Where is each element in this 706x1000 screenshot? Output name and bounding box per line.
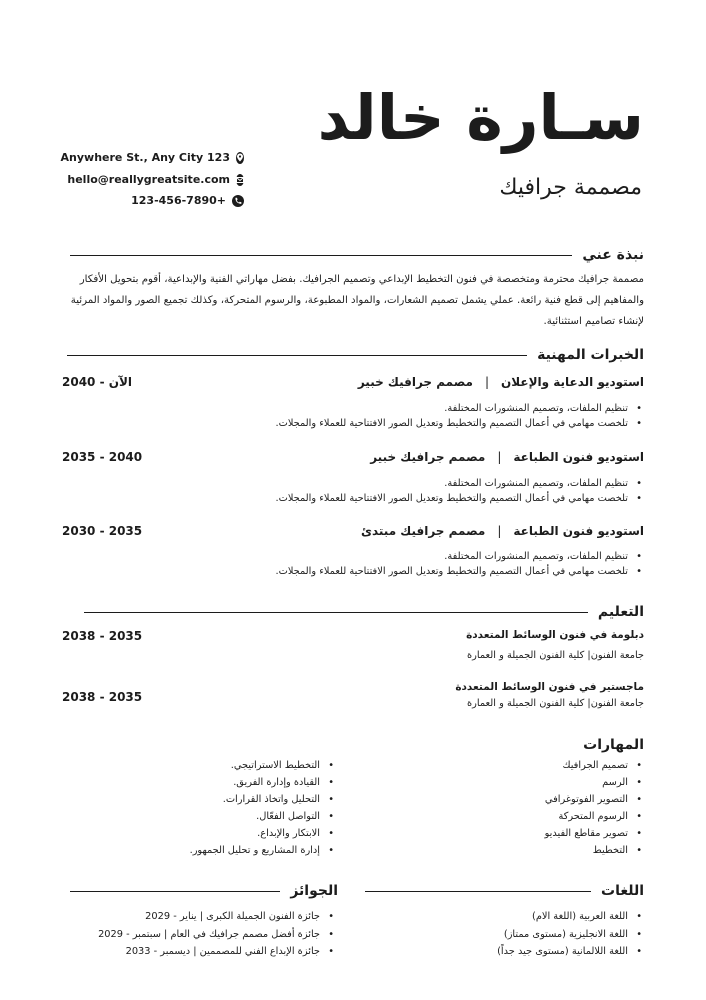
- job-position: مصمم جرافيك خبير: [357, 375, 473, 389]
- list-item: • اللغة الانجليزية (مستوى ممتاز): [384, 926, 644, 944]
- contact-email: [67, 173, 244, 186]
- email-text: hello@reallygreatsite.com: [67, 173, 230, 186]
- divider: [70, 891, 280, 892]
- job-position: مصمم جرافيك خبير: [370, 450, 486, 464]
- address-text: Anywhere St., Any City 123: [60, 151, 230, 164]
- list-item: • تلخصت مهامي في أعمال التصميم والتخطيط وتعديل الصور الافتتاحية للعملاء والمجلات.: [224, 416, 644, 431]
- languages-title: اللغات: [601, 883, 644, 899]
- contact-address: [60, 151, 244, 164]
- about-section-heading: [70, 245, 644, 265]
- name-heading: سـارة خالد: [317, 81, 644, 154]
- divider: [67, 355, 527, 356]
- job-company: استوديو الدعاية والإعلان: [501, 375, 644, 389]
- education-2-degree: ماجستير في فنون الوسائط المتعددة: [455, 681, 644, 693]
- job-3-date: 2030 - 2035: [62, 524, 143, 538]
- about-title: نبذة عني: [582, 247, 644, 263]
- skills-section-heading: [583, 735, 644, 755]
- education-section-heading: [84, 602, 644, 622]
- job-3-heading: استوديو فنون الطباعة|مصمم جرافيك مبتدئ: [360, 524, 644, 538]
- education-2-date: 2038 - 2035: [62, 690, 143, 704]
- awards-section-heading: [70, 881, 338, 901]
- job-3-bullets: [224, 549, 644, 579]
- list-item: • تنظيم الملفات، وتصميم المنشورات المختلفة.: [224, 549, 644, 564]
- list-item: • جائزة الإبداع الفني للمصممين | ديسمبر - 2033: [56, 943, 336, 961]
- list-item: • التخطيط: [404, 842, 644, 859]
- languages-section-heading: [365, 881, 644, 901]
- about-paragraph: مصممة جرافيك محترمة ومتخصصة في فنون التخطيط الإبداعي وتصميم الجرافيك. بفضل مهاراتي الفنية والإبداعية، أقوم بتحويل الأفكار والمفاهيم إلى قطع فنية رائعة. عملي يشمل تصميم الشعارات، والمواد المطبوعة، والرسوم المتحركة، وكذلك تجميع الصور والمواد المرئية لإنشاء تصاميم استثنائية.: [70, 274, 644, 327]
- list-item: • اللغة العربية (اللغة الام): [384, 908, 644, 926]
- list-item: • جائزة أفضل مصمم جرافيك في العام | سبتمبر - 2029: [56, 926, 336, 944]
- job-position: مصمم جرافيك مبتدئ: [360, 524, 486, 538]
- education-1-date: 2038 - 2035: [62, 629, 143, 643]
- skills-list-primary: [404, 757, 644, 859]
- list-item: • القيادة وإدارة الفريق.: [96, 774, 336, 791]
- list-item: • التواصل الفعّال.: [96, 808, 336, 825]
- list-item: • الرسوم المتحركة: [404, 808, 644, 825]
- experience-section-heading: [67, 345, 644, 365]
- list-item: • تصوير مقاطع الفيديو: [404, 825, 644, 842]
- list-item: • تنظيم الملفات، وتصميم المنشورات المختلفة.: [224, 401, 644, 416]
- education-2-school: جامعة الفنون| كلية الفنون الجميلة و العمارة: [467, 698, 644, 709]
- job-1-date: 2040 - الآن: [62, 375, 133, 389]
- job-1-heading: استوديو الدعاية والإعلان|مصمم جرافيك خبير: [357, 375, 644, 389]
- list-item: • تنظيم الملفات، وتصميم المنشورات المختلفة.: [224, 476, 644, 491]
- job-2-date: 2035 - 2040: [62, 450, 143, 464]
- divider: [70, 255, 572, 256]
- education-1-degree: دبلومة في فنون الوسائط المتعددة: [466, 629, 644, 641]
- divider: [84, 612, 588, 613]
- skills-list-secondary: [96, 757, 336, 859]
- list-item: • تصميم الجرافيك: [404, 757, 644, 774]
- list-item: • تلخصت مهامي في أعمال التصميم والتخطيط وتعديل الصور الافتتاحية للعملاء والمجلات.: [224, 564, 644, 579]
- phone-icon: [232, 195, 244, 207]
- awards-title: الجوائز: [290, 883, 338, 899]
- languages-list: [384, 908, 644, 961]
- list-item: • التحليل واتخاذ القرارات.: [96, 791, 336, 808]
- contact-phone: [74, 194, 244, 207]
- list-item: • الابتكار والإبداع.: [96, 825, 336, 842]
- job-2-heading: استوديو فنون الطباعة|مصمم جرافيك خبير: [370, 450, 644, 464]
- education-title: التعليم: [597, 604, 644, 620]
- list-item: • التصوير الفوتوغرافي: [404, 791, 644, 808]
- phone-text: 123-456-7890+: [131, 194, 226, 207]
- list-item: • تلخصت مهامي في أعمال التصميم والتخطيط وتعديل الصور الافتتاحية للعملاء والمجلات.: [224, 491, 644, 506]
- job-1-bullets: [224, 401, 644, 431]
- job-company: استوديو فنون الطباعة: [513, 524, 644, 538]
- job-role: مصممة جرافيك: [499, 175, 642, 200]
- list-item: • جائزة الفنون الجميلة الكبرى | يناير - 2029: [56, 908, 336, 926]
- list-item: • الرسم: [404, 774, 644, 791]
- divider: [365, 891, 591, 892]
- job-company: استوديو فنون الطباعة: [513, 450, 644, 464]
- skills-title: المهارات: [583, 737, 644, 753]
- mail-icon: [236, 174, 244, 186]
- awards-list: [56, 908, 336, 961]
- list-item: • إدارة المشاريع و تحليل الجمهور.: [96, 842, 336, 859]
- education-1-school: جامعة الفنون| كلية الفنون الجميلة و العمارة: [467, 650, 644, 661]
- job-2-bullets: [224, 476, 644, 506]
- experience-title: الخبرات المهنية: [537, 347, 644, 363]
- list-item: • التخطيط الاستراتيجي.: [96, 757, 336, 774]
- map-pin-icon: [236, 152, 244, 164]
- list-item: • اللغة اللالمانية (مستوى جيد جداً): [384, 943, 644, 961]
